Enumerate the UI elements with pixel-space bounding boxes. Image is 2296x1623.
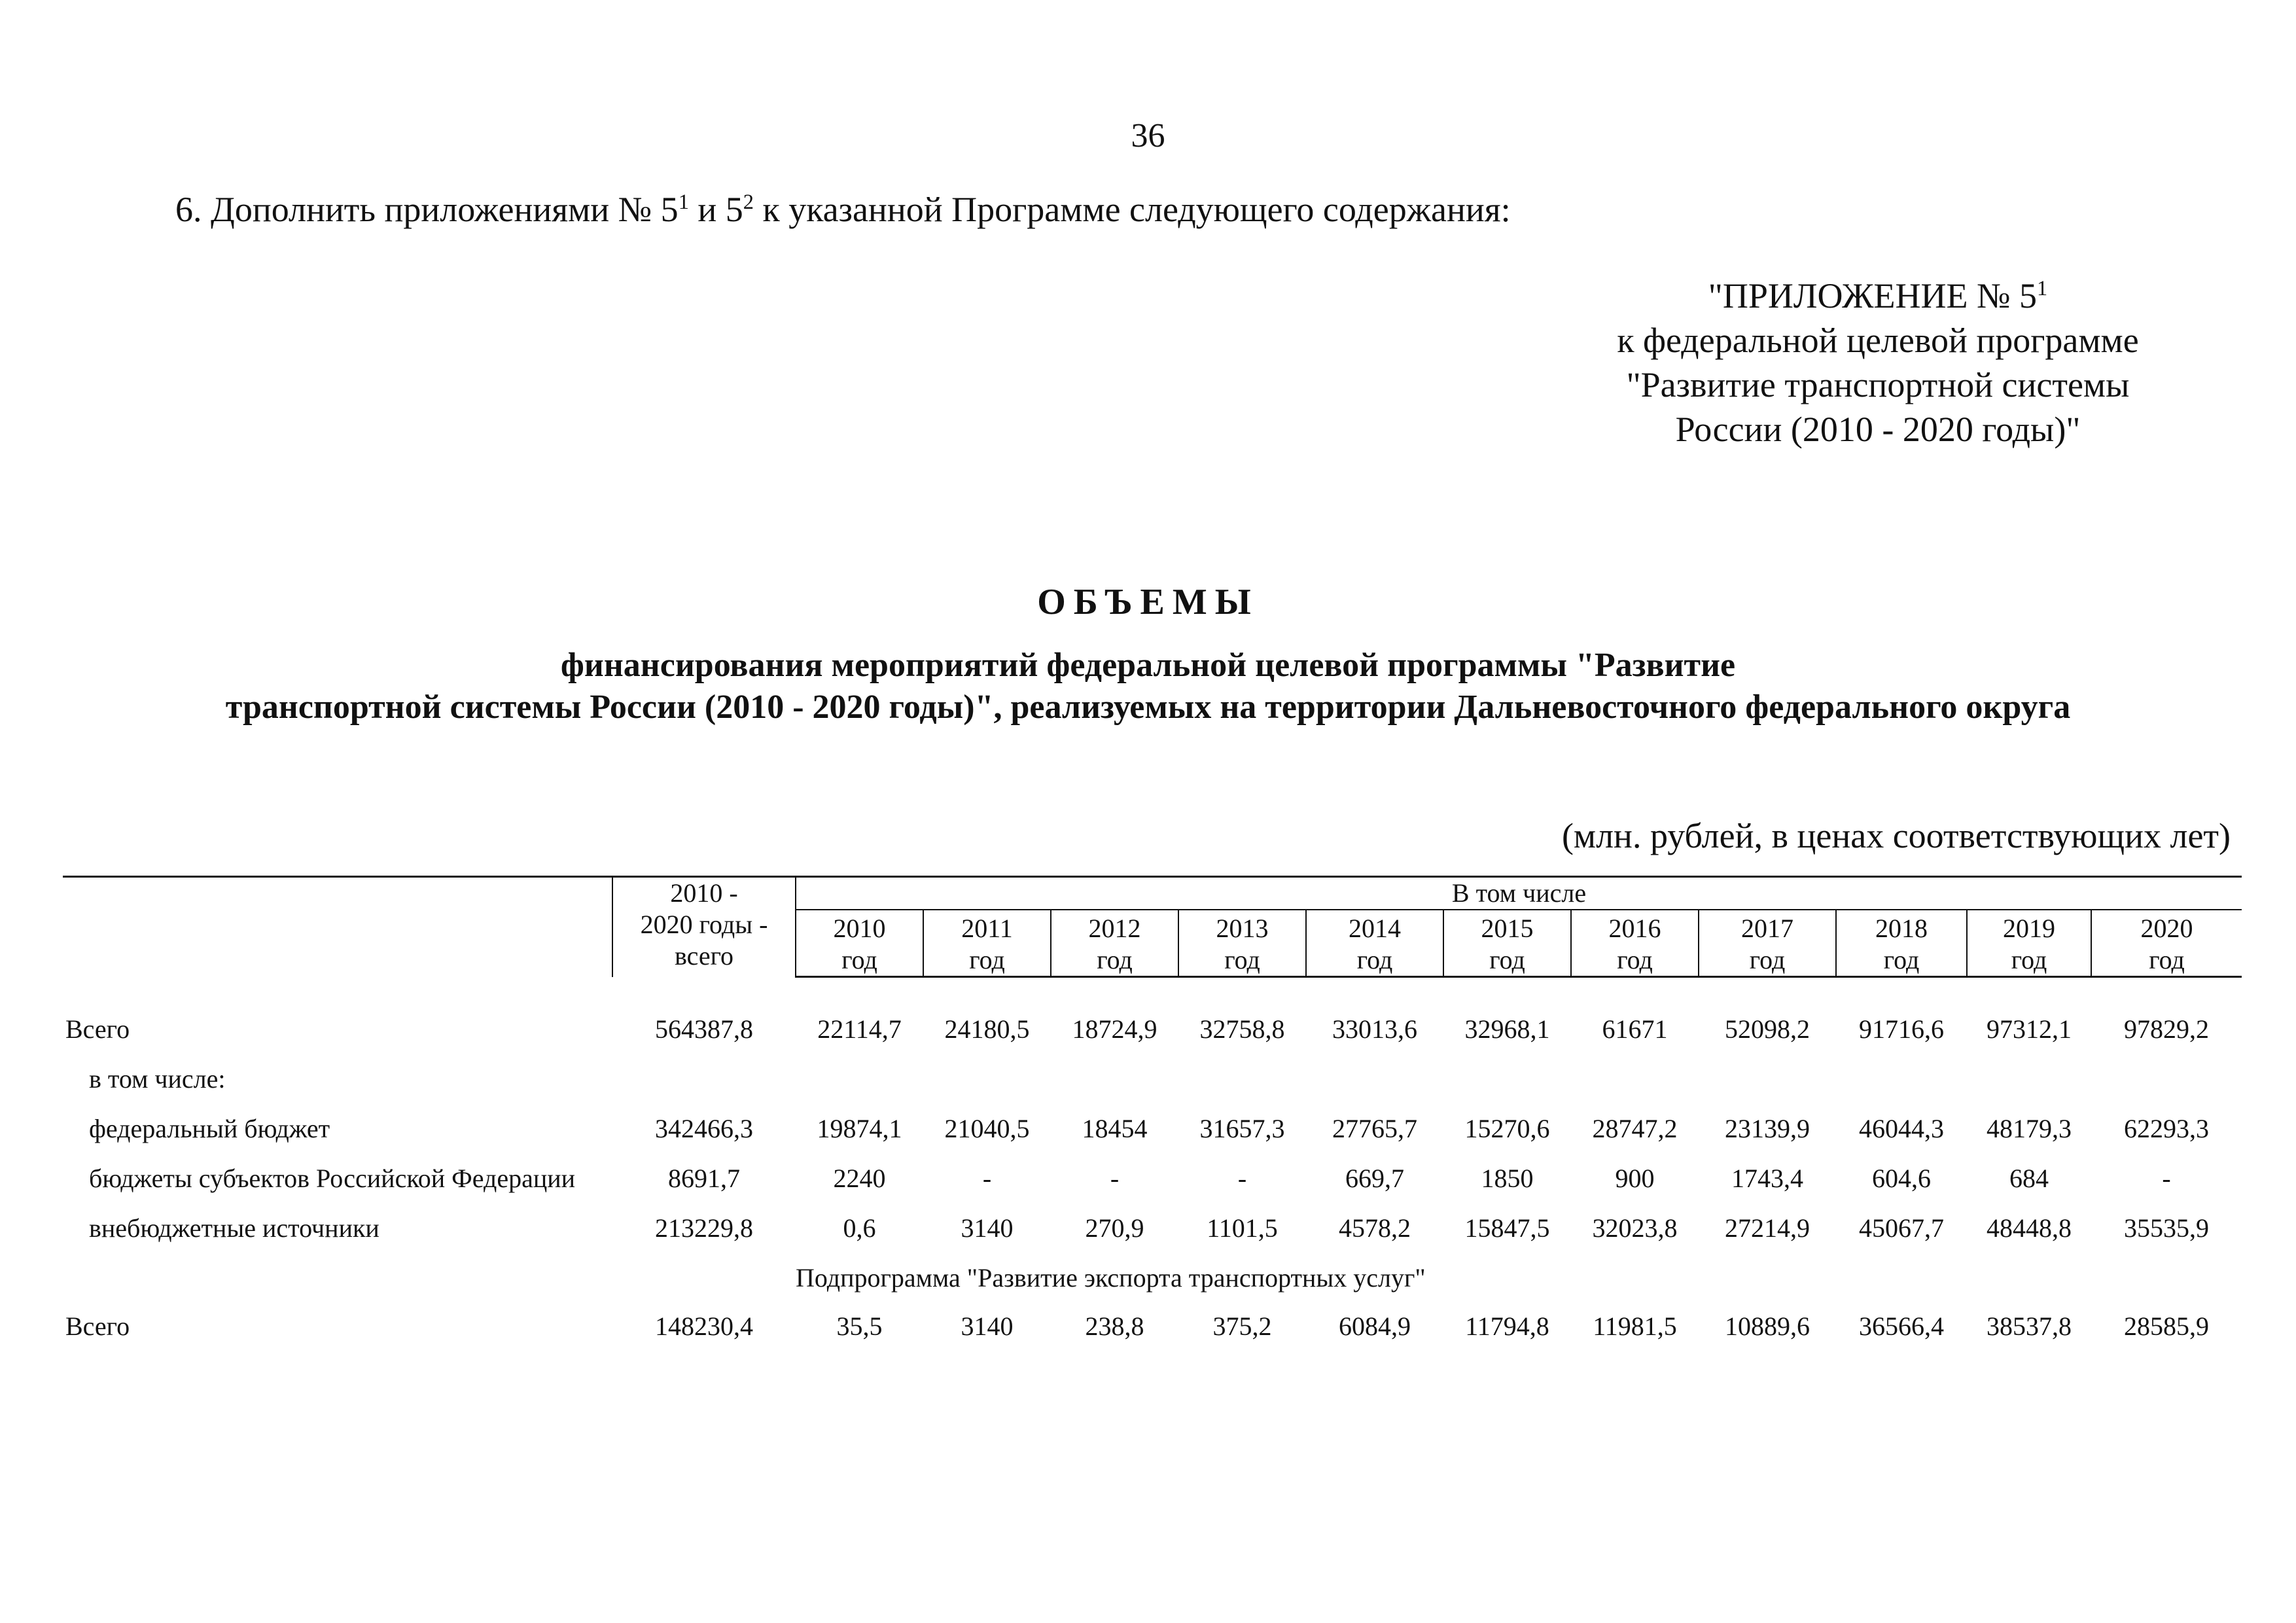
- header-year-2014: 2014 год: [1306, 910, 1443, 977]
- header-group: В том числе: [796, 877, 2242, 910]
- cell-2014: 27765,7: [1332, 1114, 1417, 1143]
- appendix-line-2: к федеральной целевой программе: [1617, 321, 2139, 360]
- header-year-2010: 2010 год: [796, 910, 923, 977]
- cell-2015: 15847,5: [1464, 1213, 1550, 1243]
- header-year-2012: 2012 год: [1051, 910, 1178, 977]
- appendix-heading: [1505, 274, 2251, 452]
- subprogram-row: [63, 1262, 2242, 1310]
- subprogram-heading: Подпрограмма "Развитие экспорта транспортных услуг": [796, 1263, 1426, 1293]
- cell-2010: 2240: [833, 1164, 886, 1193]
- table-row: [63, 1063, 2242, 1113]
- appendix-line-3: "Развитие транспортной системы: [1626, 365, 2130, 404]
- cell-2019: 38537,8: [1987, 1311, 2072, 1341]
- instruction-prefix: 6. Дополнить приложениями № 5: [175, 190, 679, 229]
- header-label-cell: [63, 877, 612, 977]
- header-year-2015: 2015 год: [1443, 910, 1571, 977]
- row-label: внебюджетные источники: [89, 1213, 380, 1243]
- cell-2018: 91716,6: [1859, 1014, 1944, 1044]
- cell-2014: 669,7: [1345, 1164, 1404, 1193]
- cell-2017: 10889,6: [1725, 1311, 1810, 1341]
- cell-2019: 48179,3: [1987, 1114, 2072, 1143]
- row-total: 564387,8: [655, 1014, 753, 1044]
- cell-2010: 35,5: [836, 1311, 883, 1341]
- cell-2017: 27214,9: [1725, 1213, 1810, 1243]
- cell-2012: 18454: [1082, 1114, 1148, 1143]
- cell-2013: 32758,8: [1199, 1014, 1285, 1044]
- header-year-2020: 2020 год: [2091, 910, 2242, 977]
- cell-2011: 24180,5: [944, 1014, 1030, 1044]
- cell-2020: 97829,2: [2124, 1014, 2210, 1044]
- cell-2016: 32023,8: [1592, 1213, 1678, 1243]
- cell-2015: 15270,6: [1464, 1114, 1550, 1143]
- table-header: [63, 877, 2242, 977]
- header-year-2016: 2016 год: [1571, 910, 1699, 977]
- cell-2010: 22114,7: [817, 1014, 902, 1044]
- appendix-sup: 1: [2037, 277, 2048, 300]
- cell-2016: 61671: [1602, 1014, 1668, 1044]
- appendix-line-4: России (2010 - 2020 годы)": [1675, 410, 2081, 449]
- row-label: в том числе:: [89, 1064, 226, 1094]
- instruction-sup-1: 1: [678, 190, 689, 214]
- header-year-2011: 2011 год: [923, 910, 1051, 977]
- cell-2018: 36566,4: [1859, 1311, 1944, 1341]
- header-year-2019: 2019 год: [1967, 910, 2091, 977]
- table-row: [63, 1113, 2242, 1162]
- page-number: 36: [1131, 117, 1165, 154]
- spacer-row: [63, 977, 2242, 1014]
- table-body: [63, 977, 2242, 1344]
- cell-2012: 270,9: [1085, 1213, 1144, 1243]
- cell-2015: 32968,1: [1464, 1014, 1550, 1044]
- cell-2010: 0,6: [843, 1213, 876, 1243]
- financing-table: [63, 876, 2242, 1343]
- row-total: 342466,3: [655, 1114, 753, 1143]
- cell-2014: 33013,6: [1332, 1014, 1417, 1044]
- header-year-2018: 2018 год: [1836, 910, 1967, 977]
- instruction-paragraph: [175, 188, 1511, 230]
- cell-2011: 21040,5: [944, 1114, 1030, 1143]
- instruction-middle: и 5: [688, 190, 743, 229]
- instruction-sup-2: 2: [743, 190, 754, 214]
- row-label: Всего: [65, 1014, 130, 1044]
- cell-2016: 28747,2: [1592, 1114, 1678, 1143]
- cell-2018: 46044,3: [1859, 1114, 1944, 1143]
- instruction-suffix: к указанной Программе следующего содержания:: [754, 190, 1511, 229]
- row-total: 8691,7: [668, 1164, 740, 1193]
- cell-2018: 604,6: [1872, 1164, 1931, 1193]
- table-row: [63, 1212, 2242, 1262]
- row-label: бюджеты субъектов Российской Федерации: [89, 1164, 576, 1193]
- cell-2020: 35535,9: [2124, 1213, 2210, 1243]
- cell-2011: 3140: [961, 1311, 1014, 1341]
- table-row: [63, 1013, 2242, 1063]
- header-year-2017: 2017 год: [1699, 910, 1836, 977]
- cell-2013: 375,2: [1212, 1311, 1272, 1341]
- document-title: ОБЪЕМЫ: [1037, 582, 1259, 622]
- row-label: Всего: [65, 1311, 130, 1341]
- cell-2020: 62293,3: [2124, 1114, 2210, 1143]
- document-subtitle: [65, 645, 2231, 728]
- cell-2010: 19874,1: [817, 1114, 902, 1143]
- subtitle-line-2: транспортной системы России (2010 - 2020 годы)", реализуемых на территории Дальневосточного федерального округа: [225, 688, 2071, 726]
- cell-2011: -: [982, 1164, 992, 1193]
- cell-2012: 238,8: [1085, 1311, 1144, 1341]
- cell-2019: 48448,8: [1987, 1213, 2072, 1243]
- row-total: 148230,4: [655, 1311, 753, 1341]
- cell-2017: 52098,2: [1725, 1014, 1810, 1044]
- units-note: (млн. рублей, в ценах соответствующих лет): [1561, 816, 2231, 855]
- cell-2015: 11794,8: [1465, 1311, 1549, 1341]
- cell-2020: -: [2162, 1164, 2171, 1193]
- table-row: [63, 1310, 2242, 1343]
- cell-2012: 18724,9: [1072, 1014, 1157, 1044]
- table-row: [63, 1162, 2242, 1212]
- cell-2014: 4578,2: [1339, 1213, 1411, 1243]
- cell-2015: 1850: [1481, 1164, 1534, 1193]
- cell-2011: 3140: [961, 1213, 1014, 1243]
- cell-2018: 45067,7: [1859, 1213, 1944, 1243]
- cell-2014: 6084,9: [1339, 1311, 1411, 1341]
- cell-2016: 11981,5: [1593, 1311, 1677, 1341]
- header-total: 2010 - 2020 годы - всего: [612, 877, 796, 977]
- cell-2017: 1743,4: [1731, 1164, 1803, 1193]
- cell-2019: 97312,1: [1987, 1014, 2072, 1044]
- header-year-2013: 2013 год: [1178, 910, 1306, 977]
- cell-2016: 900: [1615, 1164, 1655, 1193]
- row-label: федеральный бюджет: [89, 1114, 330, 1143]
- cell-2019: 684: [2009, 1164, 2049, 1193]
- appendix-line-1: "ПРИЛОЖЕНИЕ № $5^1$: [1708, 276, 2048, 315]
- cell-2013: 31657,3: [1199, 1114, 1285, 1143]
- cell-2013: 1101,5: [1207, 1213, 1278, 1243]
- cell-2017: 23139,9: [1725, 1114, 1810, 1143]
- row-total: 213229,8: [655, 1213, 753, 1243]
- cell-2013: -: [1237, 1164, 1247, 1193]
- subtitle-line-1: финансирования мероприятий федеральной целевой программы "Развитие: [560, 647, 1736, 684]
- cell-2020: 28585,9: [2124, 1311, 2210, 1341]
- cell-2012: -: [1110, 1164, 1120, 1193]
